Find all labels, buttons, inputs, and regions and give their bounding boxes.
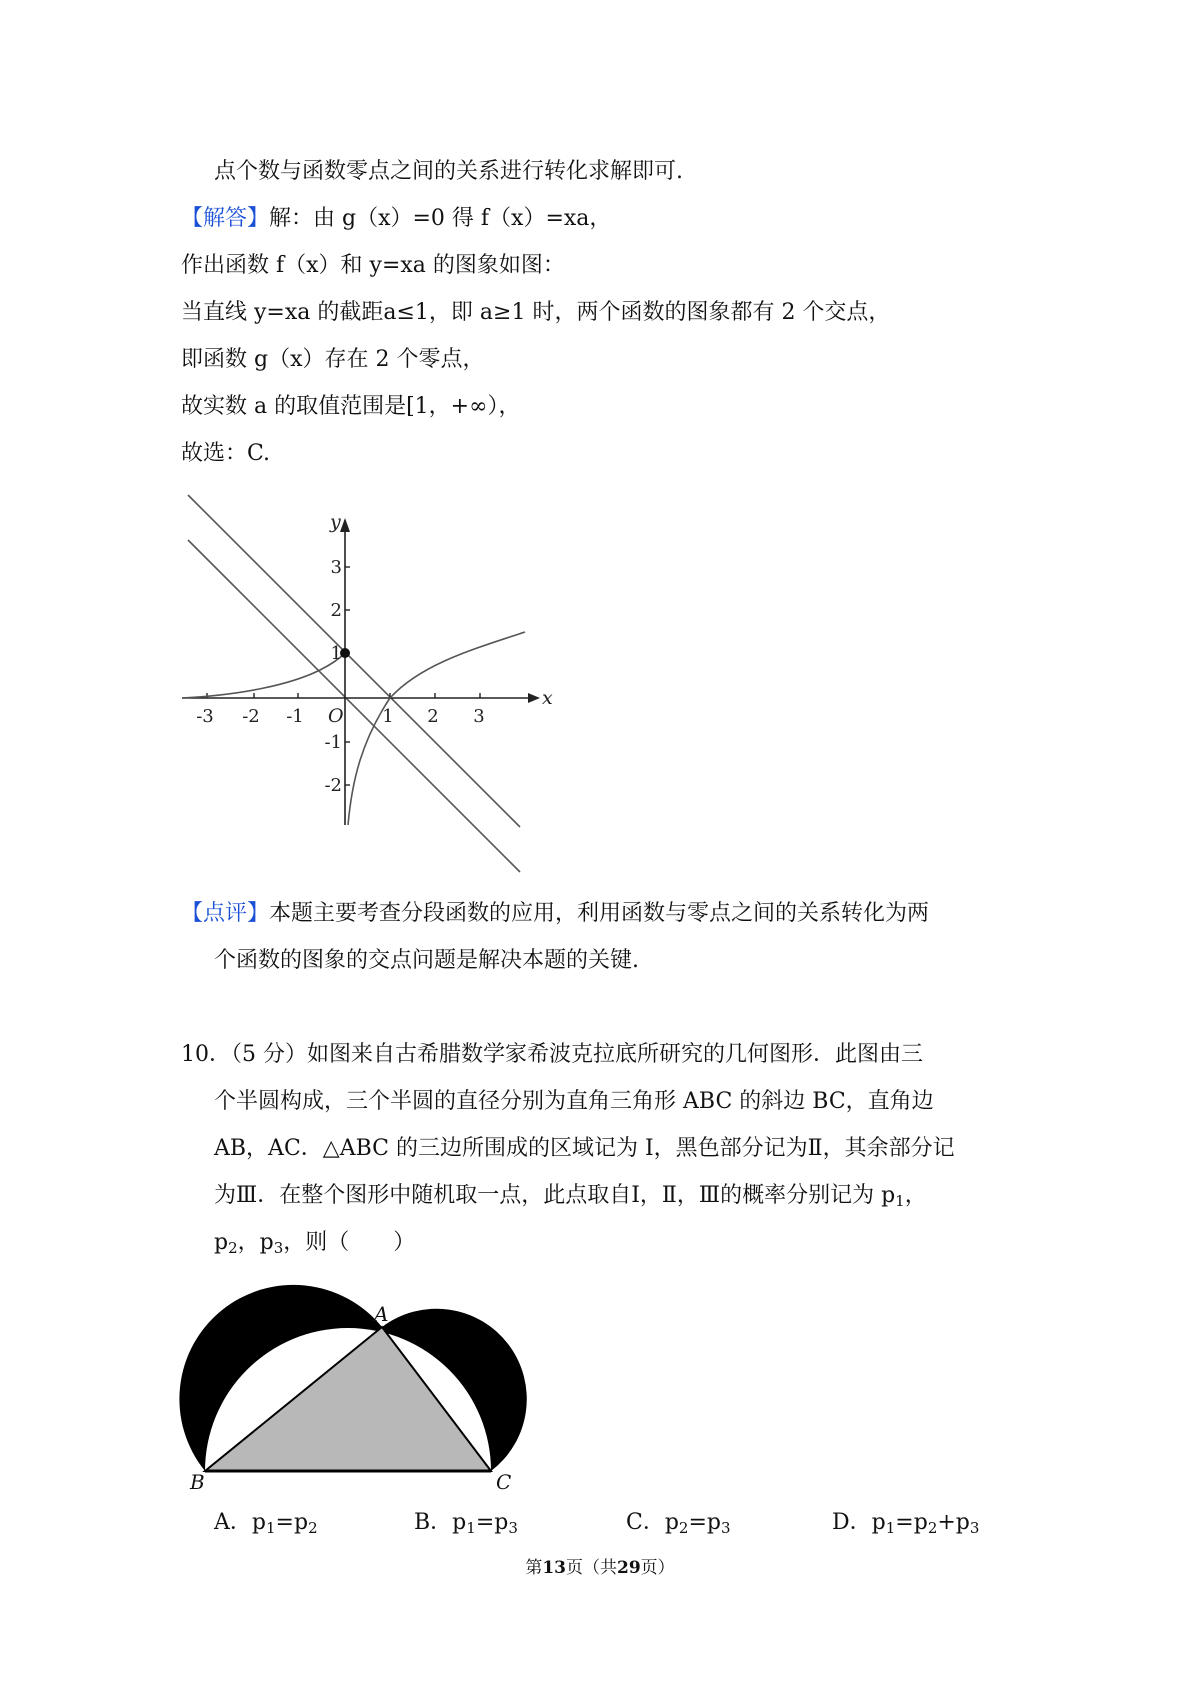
question-line-3: AB，AC．△ABC 的三边所围成的区域记为 I，黑色部分记为Ⅱ，其余部分记 — [214, 1136, 955, 1161]
question-line-4-text: 为Ⅲ．在整个图形中随机取一点，此点取自Ⅰ，Ⅱ，Ⅲ的概率分别记为 p — [214, 1183, 896, 1208]
x-tick-label: -3 — [196, 706, 214, 727]
origin-label: O — [328, 705, 344, 727]
subscript: 1 — [466, 1519, 476, 1537]
choice-text: B．p — [414, 1510, 467, 1535]
subscript: 2 — [228, 1239, 238, 1257]
subscript: 3 — [721, 1519, 731, 1537]
y-axis-arrow — [340, 518, 350, 532]
text-line-3: 作出函数 f（x）和 y=x﻿a 的图象如图： — [181, 253, 565, 278]
graph-line-lower — [188, 540, 520, 872]
x-tick-label: 2 — [427, 706, 439, 727]
choice-c[interactable] — [626, 1508, 731, 1538]
choice-text: =p — [275, 1510, 309, 1535]
subscript: 3 — [508, 1519, 518, 1537]
choice-b[interactable] — [414, 1508, 518, 1538]
graph-line-upper — [188, 495, 520, 827]
answer-line — [181, 204, 611, 234]
comment-text: 本题主要考查分段函数的应用，利用函数与零点之间的关系转化为两 — [269, 901, 930, 926]
x-tick-label: 3 — [473, 706, 485, 727]
y-tick-label: 1 — [330, 643, 342, 664]
vertex-label-a: A — [374, 1302, 389, 1326]
footer-text: 第 — [525, 1558, 543, 1578]
y-tick-label: 2 — [330, 600, 342, 621]
question-line-4 — [214, 1181, 927, 1211]
text-line-7: 故选：C. — [181, 441, 271, 466]
answer-tag: 【解答】 — [181, 206, 270, 231]
vertex-label-c: C — [496, 1470, 512, 1494]
choice-text: C．p — [626, 1510, 679, 1535]
choice-text: D．p — [832, 1510, 886, 1535]
question-line-5 — [214, 1228, 415, 1258]
x-tick-label: 1 — [382, 706, 394, 727]
subscript: 2 — [927, 1519, 938, 1537]
page-footer — [0, 1556, 1200, 1580]
footer-text: 页） — [640, 1558, 675, 1578]
q5-part: p — [214, 1230, 229, 1255]
y-tick-label: -2 — [324, 775, 342, 796]
comment-line — [181, 899, 929, 929]
subscript: 1 — [895, 1192, 905, 1210]
comment-line-2: 个函数的图象的交点问题是解决本题的关键. — [214, 948, 639, 973]
question-line-1: 10．（5 分）如图来自古希腊数学家希波克拉底所研究的几何图形．此图由三 — [181, 1042, 923, 1067]
text-line-1: 点个数与函数零点之间的关系进行转化求解即可. — [214, 159, 683, 184]
y-axis-label: y — [330, 511, 341, 533]
y-tick-label: 3 — [330, 557, 342, 578]
y-tick-label: -1 — [324, 732, 342, 753]
question-line-4-end: ， — [904, 1183, 927, 1208]
choice-d[interactable] — [832, 1508, 979, 1538]
text-line-6: 故实数 a 的取值范围是[1，+∞）， — [181, 394, 521, 419]
subscript: 3 — [969, 1519, 980, 1537]
subscript: 2 — [678, 1519, 689, 1537]
text-line-4: 当直线 y=x﻿a 的截距a≤1，即 a≥1 时，两个函数的图象都有 2 个交点， — [181, 300, 891, 325]
choice-text: =p — [688, 1510, 721, 1535]
subscript: 2 — [308, 1519, 318, 1537]
graph-curve-left — [182, 653, 345, 698]
choice-text: =p — [475, 1510, 509, 1535]
x-tick-label: -1 — [286, 706, 304, 727]
comment-tag: 【点评】 — [181, 901, 270, 926]
choice-text: +p — [937, 1510, 970, 1535]
q5-part: ，p — [237, 1230, 274, 1255]
graph-curve-right — [348, 632, 525, 825]
question-line-2: 个半圆构成，三个半圆的直径分别为直角三角形 ABC 的斜边 BC，直角边 — [214, 1089, 934, 1114]
answer-text: 解：由 g（x）=0 得 f（x）=x﻿a， — [269, 206, 612, 231]
x-tick-label: -2 — [242, 706, 260, 727]
choice-text: =p — [895, 1510, 928, 1535]
subscript: 3 — [273, 1239, 284, 1257]
x-axis-label: x — [542, 687, 553, 709]
q5-part: ，则（ ） — [283, 1230, 416, 1255]
vertex-label-b: B — [190, 1470, 205, 1494]
lunes-figure — [180, 1275, 540, 1494]
choice-text: A．p — [214, 1510, 266, 1535]
footer-total-pages: 29 — [617, 1558, 641, 1578]
choice-a[interactable] — [214, 1508, 318, 1538]
function-graph — [180, 490, 553, 880]
x-axis-arrow — [528, 693, 540, 703]
footer-page-number: 13 — [542, 1558, 566, 1578]
footer-text: 页（共 — [566, 1558, 617, 1578]
subscript: 1 — [885, 1519, 896, 1537]
text-line-5: 即函数 g（x）存在 2 个零点， — [181, 347, 485, 372]
subscript: 1 — [265, 1519, 276, 1537]
